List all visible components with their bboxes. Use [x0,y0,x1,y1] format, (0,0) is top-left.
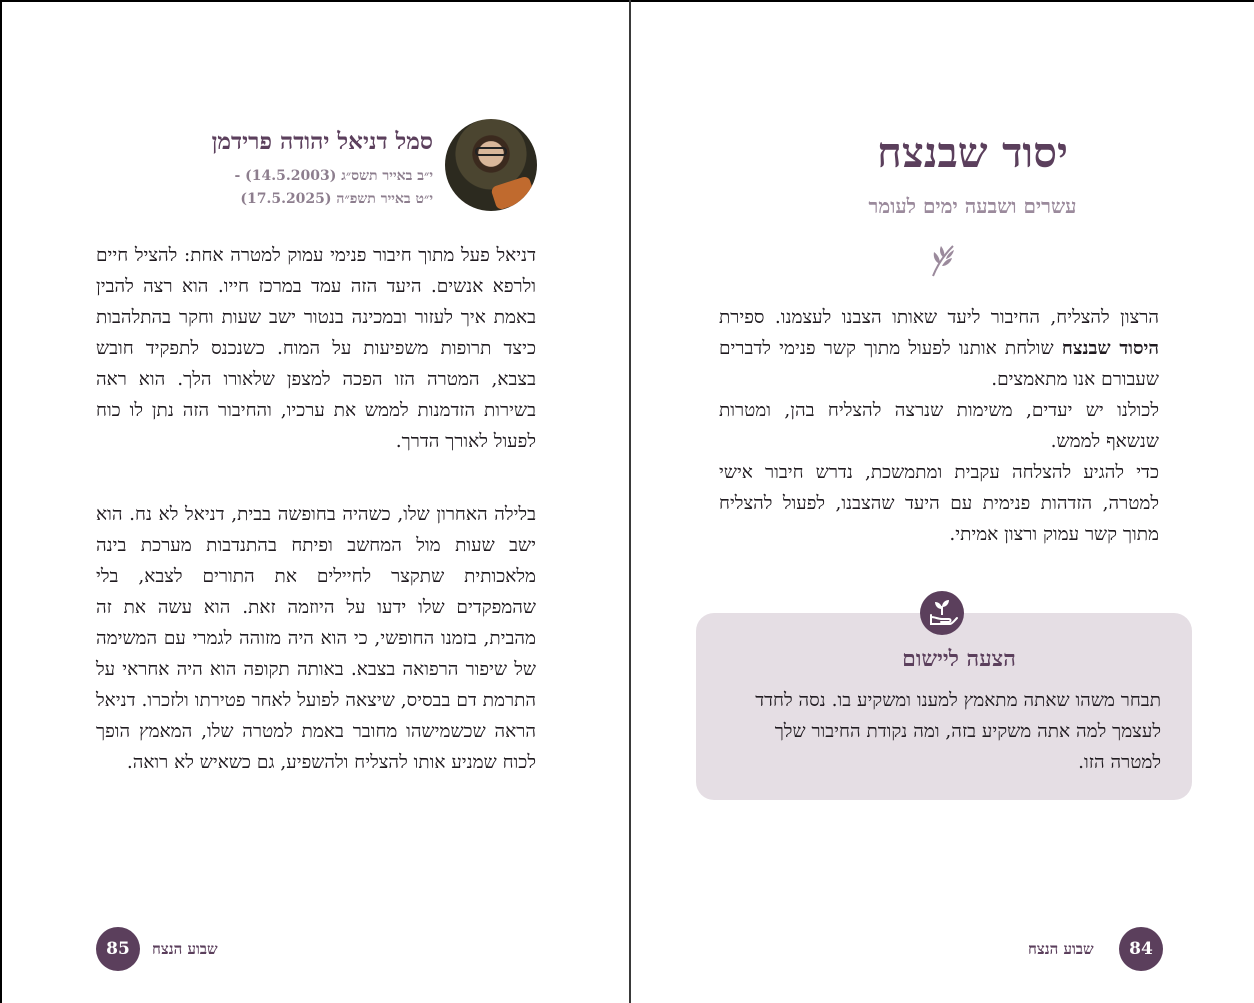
wheat-icon [927,242,957,278]
intro-paragraph-1 [719,302,1159,395]
intro-text [719,302,1159,550]
footer-label: שבוע הנצח [152,940,218,958]
intro-1a: הרצון להצליח, החיבור ליעד שאותו הצבנו לעצמנו. ספירת [719,307,1159,328]
intro-1-bold: היסוד שבנצח [1061,338,1159,359]
page-title: יסוד שבנצח [877,128,1068,177]
shoulder-shape [490,175,535,210]
footer-label: שבוע הנצח [1028,940,1094,958]
tip-text: תבחר משהו שאתה מתאמץ למענו ומשקיע בו. נסה לחדד לעצמך למה אתה משקיע בזה, ומה נקודת החיבור שלך למטרה הזו. [755,690,1161,773]
person-name: סמל דניאל יהודה פרידמן [211,128,433,155]
hand-plant-icon [920,591,964,635]
glasses-shape [475,147,507,156]
intro-paragraph-3: כדי להגיע להצלחה עקבית ומתמשכת, נדרש חיבור אישי למטרה, הזדהות פנימית עם היעד שהצבנו, לפעול להצליח מתוך קשר עמוק ורצון אמיתי. [719,462,1159,545]
page-number-badge: 85 [96,927,140,971]
right-page [631,0,1254,1003]
life-dates [234,165,433,211]
death-date: י״ט באייר תשפ״ה (17.5.2025) [240,191,433,207]
portrait-avatar [445,119,537,211]
biography-paragraph-2: בלילה האחרון שלו, כשהיה בחופשה בבית, דניאל לא נח. הוא ישב שעות מול המחשב ופיתח בהתנדבות מערכת בינה מלאכותית שתקצר לחיילים את התורים לצבא, בלי שהמפקדים שלו ידעו על היוזמה זאת. הוא עשה את זה מהבית, בזמנו החופשי, כי הוא היה מזוהה לגמרי עם המשימה של שיפור הרפואה בצבא. באותה תקופה הוא היה אחראי על התרמת דם בבסיס, שיצאה לפועל לאחר פטירתו ולזכרו. דניאל הראה שכשמישהו מחובר באמת למטרה שלו, המאמץ הופך לכוח שמניע אותו להצליח ולהשפיע, גם כשאיש לא רואה. [96,504,536,773]
intro-paragraph-2: לכולנו יש יעדים, משימות שנרצה להצליח בהן, ומטרות שנשאף לממש. [719,400,1159,452]
intro-1b: שולחת אותנו לפעול מתוך קשר פנימי לדברים שעבורם אנו מתאמצים. [719,338,1159,390]
tip-title: הצעה ליישום [902,646,1016,672]
page-number-badge: 84 [1119,927,1163,971]
biography-paragraph-1: דניאל פעל מתוך חיבור פנימי עמוק למטרה אחת: להציל חיים ולרפא אנשים. היעד הזה עמד במרכז חייו. הוא רצה להבין באמת איך לעזור ובמכינה בנטור ישב שעות וחקר בהתלהבות כיצד תרופות משפיעות על המוח. כשנכנס לתפקיד חובש בצבא, המטרה הזו הפכה למצפן שלאורו הלך. הוא ראה בשירות הזדמנות לממש את ערכיו, והחיבור הזה נתן לו כוח לפעול לאורך הדרך. [96,245,536,452]
left-page [2,0,629,1003]
birth-date: י״ב באייר תשס״ג (14.5.2003) - [234,168,433,184]
page-subtitle: עשרים ושבעה ימים לעומר [868,194,1077,218]
